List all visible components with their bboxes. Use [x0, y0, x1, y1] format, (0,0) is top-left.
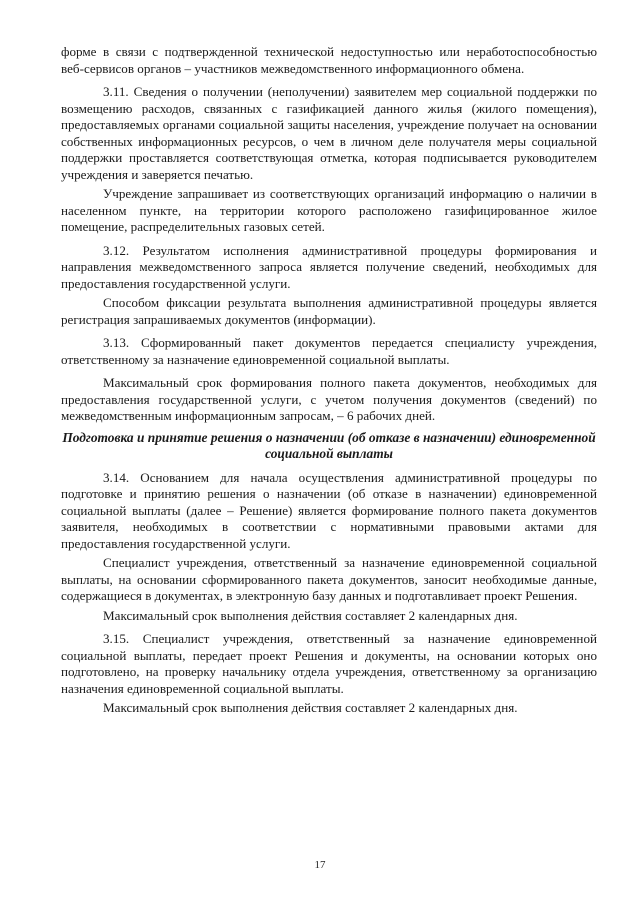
paragraph-3-13: 3.13. Сформированный пакет документов передается специалисту учреждения, ответственному за назначение единовременной социальной выплаты.	[61, 335, 597, 367]
paragraph-fixation-method: Способом фиксации результата выполнения административной процедуры является регистрация запрашиваемых документов (информации).	[61, 295, 597, 327]
paragraph-gas-networks-request: Учреждение запрашивает из соответствующих организаций информацию о наличии в населенном пункте, на территории которого расположено газифицированное жилое помещение, распределительных газовых сетей.	[61, 186, 597, 234]
paragraph-3-12: 3.12. Результатом исполнения административной процедуры формирования и направления межведомственного запроса является получение сведений, необходимых для предоставления государственной услуги.	[61, 242, 597, 291]
paragraph-max-term-action-2: Максимальный срок выполнения действия составляет 2 календарных дня.	[103, 700, 518, 715]
section-heading: Подготовка и принятие решения о назначении (об отказе в назначении) единовременной социальной выплаты	[62, 429, 596, 461]
text-column	[61, 44, 597, 720]
paragraph-max-term-action-1: Максимальный срок выполнения действия составляет 2 календарных дня.	[103, 607, 518, 623]
paragraph-max-term-forming: Максимальный срок формирования полного пакета документов, необходимых для предоставления государственной услуги, с учетом получения документов (сведений) по межведомственным информационным запросам, – 6 рабочих дней.	[61, 375, 597, 423]
paragraph-3-14: 3.14. Основанием для начала осуществления административной процедуры по подготовке и принятию решения о назначении (об отказе в назначении) единовременной социальной выплаты (далее – Решение) является формирование полного пакета документов заявителя, необходимых в соответствии с нормативными правовыми актами для предоставления государственной услуги.	[61, 469, 597, 551]
paragraph-specialist-enters-data: Специалист учреждения, ответственный за назначение единовременной социальной выплаты, на основании сформированного пакета документов, заносит необходимые данные, содержащиеся в документах, в электронную базу данных и подготавливает проект Решения.	[61, 555, 597, 603]
paragraph-3-11: 3.11. Сведения о получении (неполучении) заявителем мер социальной поддержки по возмещению расходов, связанных с газификацией данного жилья (жилого помещения), предоставляемых органами социальной защиты населения, учреждение получает на основании собственных информационных ресурсов, о чем в личном деле получателя меры социальной поддержки проставляется соответствующая отметка, которая подписывается руководителем учреждения и заверяется печатью.	[61, 84, 597, 182]
page-number: 17	[314, 859, 326, 871]
paragraph-3-15: 3.15. Специалист учреждения, ответственный за назначение единовременной социальной выплаты, передает проект Решения и документы, на основании которых оно подготовлено, на проверку начальнику отдела учреждения, ответственному за организацию назначения единовременной социальной выплаты.	[61, 631, 597, 696]
paragraph-continuation: форме в связи с подтвержденной технической недоступностью или неработоспособностью веб-сервисов органов – участников межведомственного информационного обмена.	[61, 44, 597, 76]
